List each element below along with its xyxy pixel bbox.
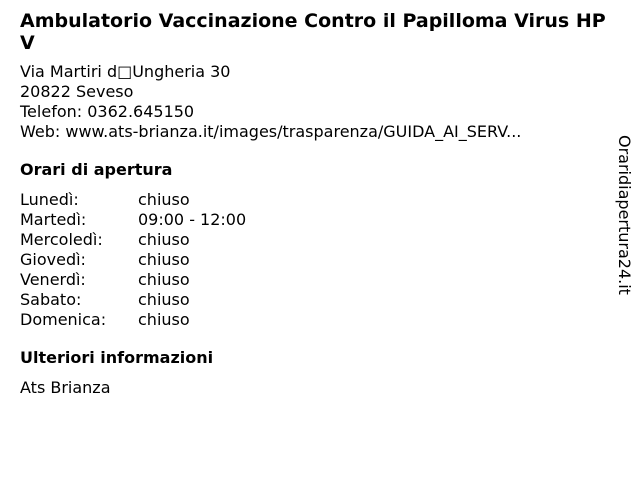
web-line[interactable] [20,122,620,142]
phone-line[interactable]: Telefon: 0362.645150 [20,102,195,121]
address-block [20,62,620,142]
hours-row-tuesday [20,210,620,230]
day-label: Venerdì: [20,270,86,289]
hours-row-thursday [20,250,620,270]
day-hours: chiuso [138,190,190,209]
day-label: Giovedì: [20,250,86,269]
info-section-title: Ulteriori informazioni [20,348,214,367]
street-address: Via Martiri d□Ungheria 30 [20,62,231,81]
day-label: Lunedì: [20,190,79,209]
info-text: Ats Brianza [20,378,111,397]
day-hours: chiuso [138,290,190,309]
hours-row-monday [20,190,620,210]
hours-row-saturday [20,290,620,310]
day-hours: chiuso [138,250,190,269]
hours-row-friday [20,270,620,290]
hours-section-title: Orari di apertura [20,160,173,179]
day-label: Domenica: [20,310,107,329]
brand-label: Oraridiapertura24.it [615,135,634,295]
day-label: Sabato: [20,290,82,309]
web-link[interactable]: Web: www.ats-brianza.it/images/trasparenza/GUIDA_AI_SERV... [20,122,522,141]
day-hours: 09:00 - 12:00 [138,210,247,229]
listing-card [20,10,620,398]
hours-row-sunday [20,310,620,330]
hours-row-wednesday [20,230,620,250]
brand-watermark [609,135,639,335]
day-hours: chiuso [138,270,190,289]
page-title: Ambulatorio Vaccinazione Contro il Papilloma Virus HPV [20,10,606,54]
city-line: 20822 Seveso [20,82,134,101]
day-label: Mercoledì: [20,230,103,249]
hours-table [20,190,620,330]
day-label: Martedì: [20,210,87,229]
day-hours: chiuso [138,230,190,249]
day-hours: chiuso [138,310,190,329]
